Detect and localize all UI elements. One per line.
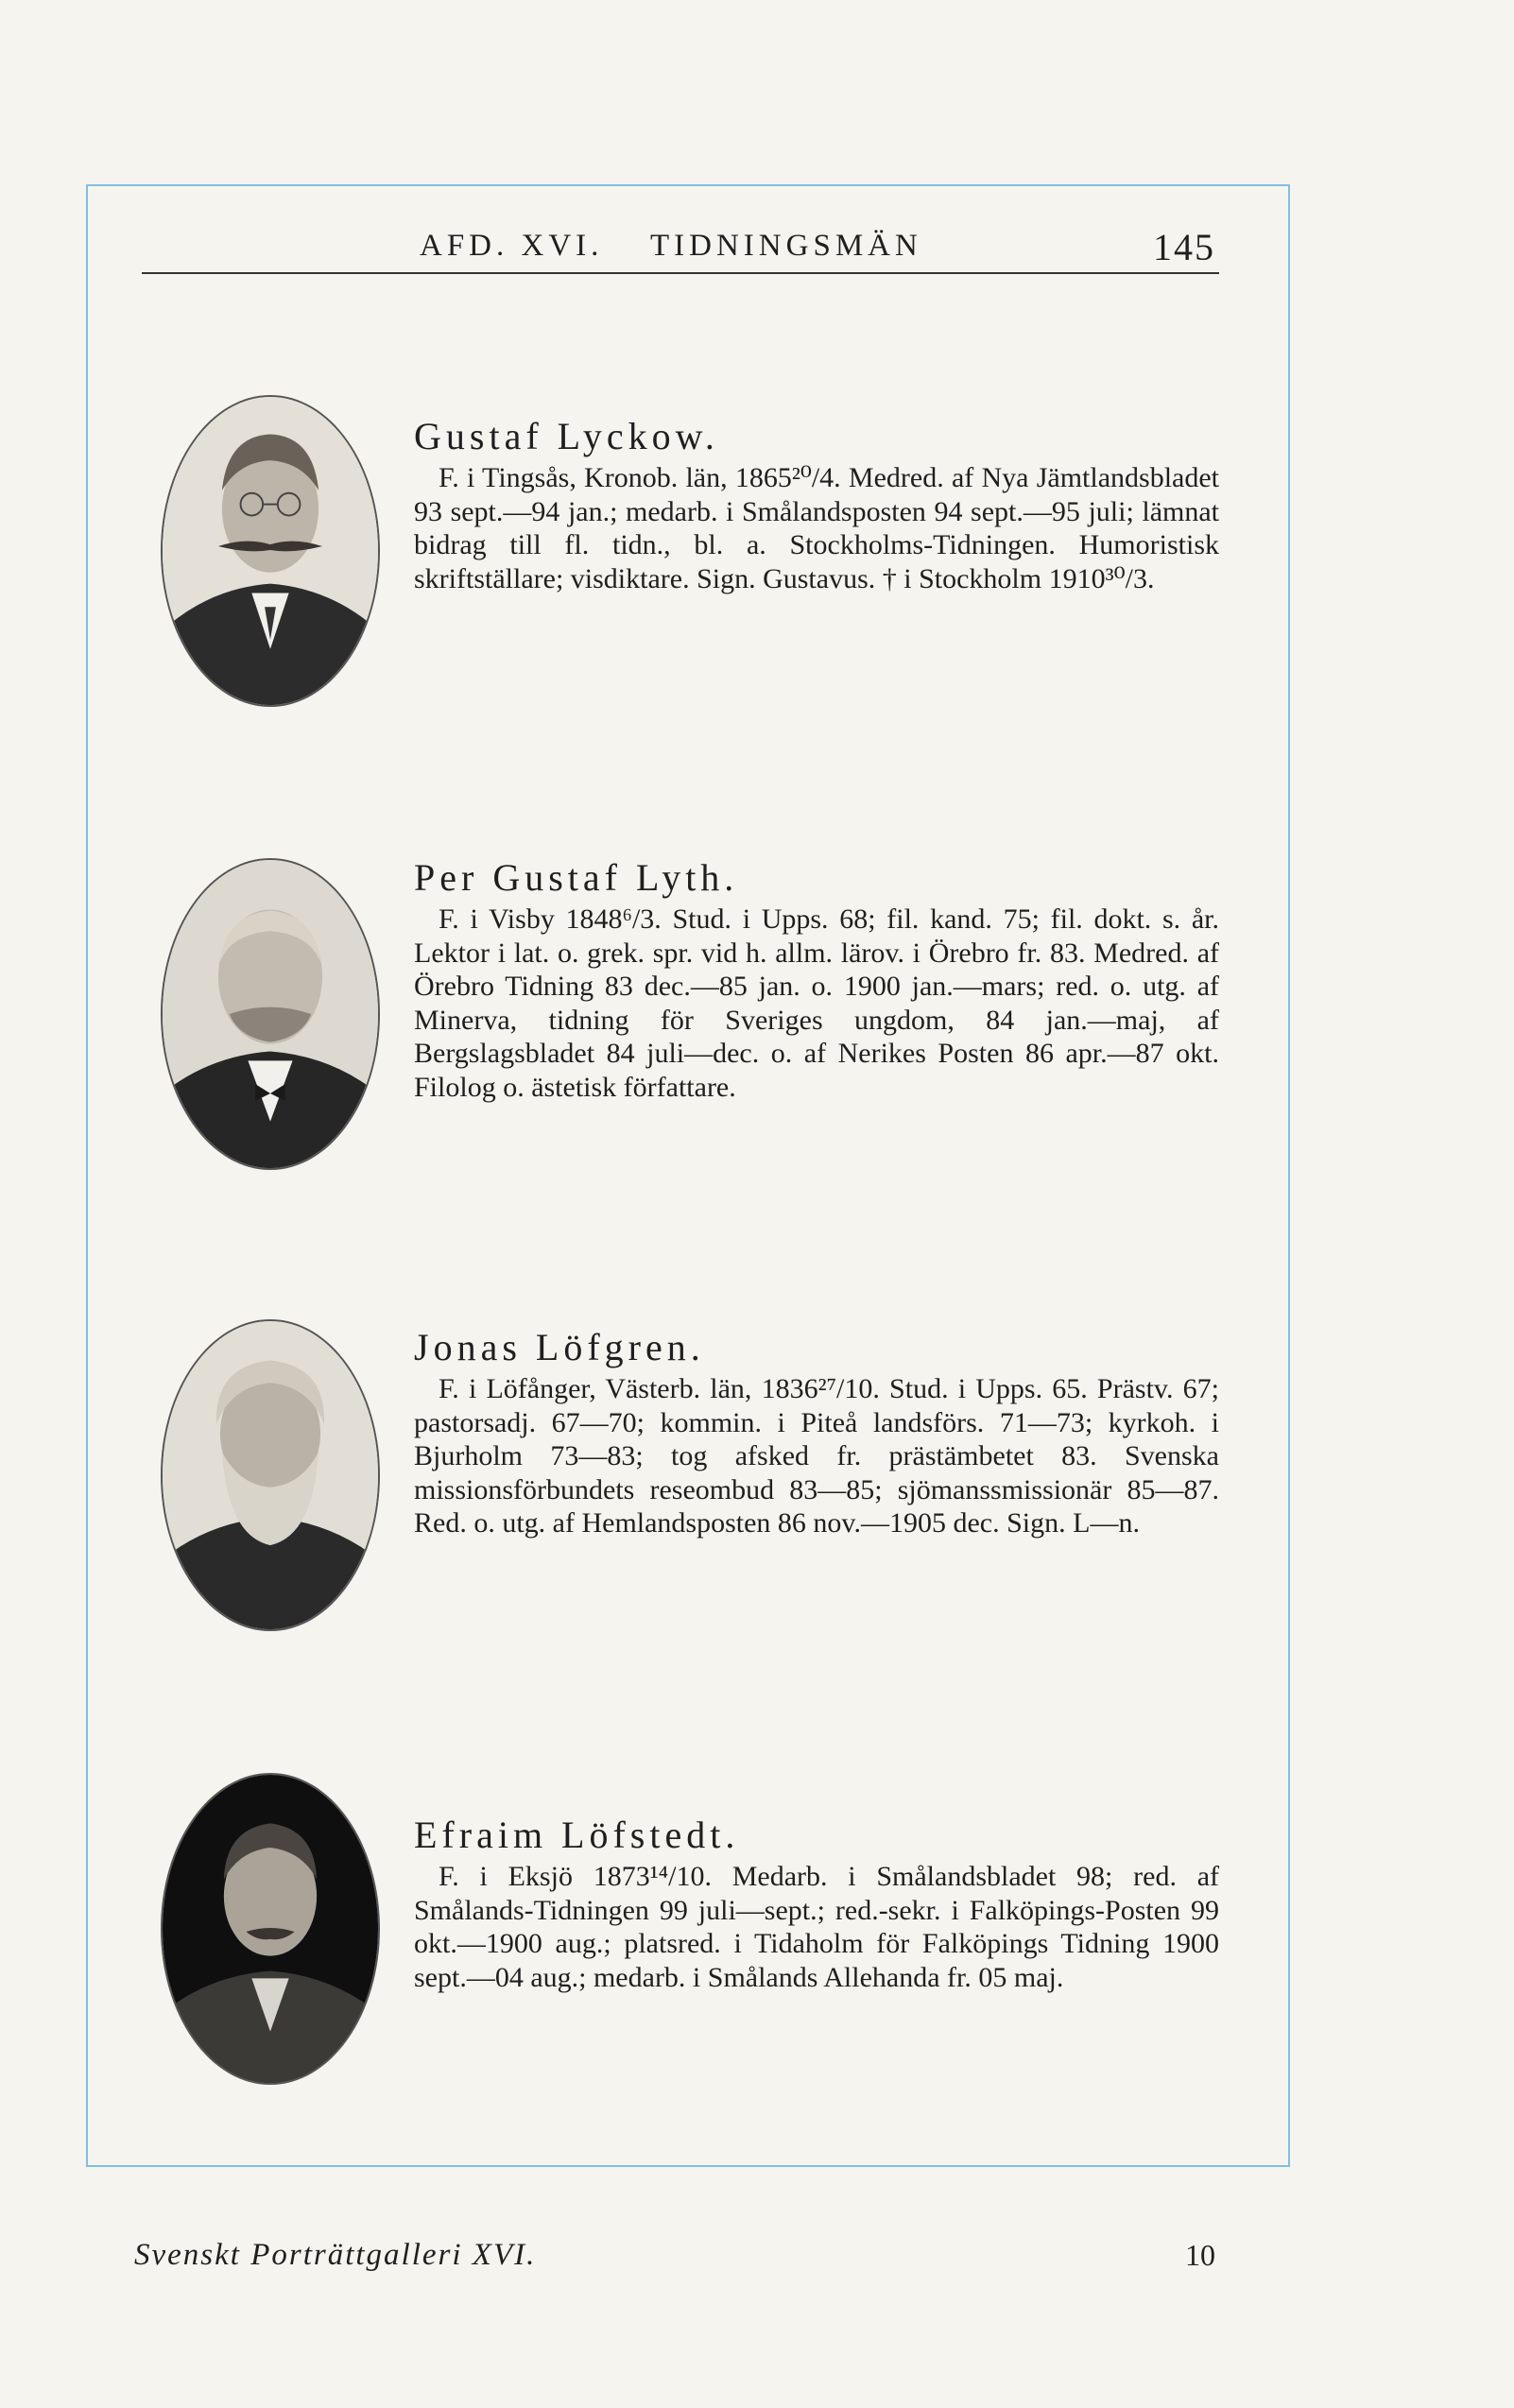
running-head [142,225,1219,274]
entry-name: Per Gustaf Lyth. [414,856,739,899]
entry-bio: F. i Löfånger, Västerb. län, 1836²⁷/10. Stud. i Upps. 65. Prästv. 67; pastorsadj. 67—70; kommin. i Piteå landsförs. 71—73; kyrkoh. i Bjurholm 73—83; tog afsked fr. prästämbetet 83. Svenska missionsförbundets reseombud 83—85; sjömanssmissionär 85—87. Red. o. utg. af Hemlandsposten 86 nov.—1905 dec. Sign. L—n. [414,1373,1219,1539]
entry-bio: F. i Visby 1848⁶/3. Stud. i Upps. 68; fil. kand. 75; fil. dokt. s. år. Lektor i lat. o. grek. spr. vid h. allm. lärov. i Örebro fr. 83. Medred. af Örebro Tidning 83 dec.—85 jan. o. 1900 jan.—mars; red. o. utg. af Minerva, tidning för Sveriges ungdom, 84 jan.—maj, af Bergslagsbladet 84 juli—dec. o. af Nerikes Posten 86 apr.—87 okt. Filolog o. ästetisk författare. [414,903,1219,1103]
footer-book-title: Svenskt Porträttgalleri XVI. [134,2238,537,2272]
page-number: 145 [1153,226,1215,268]
entry-name: Efraim Löfstedt. [414,1814,740,1856]
portrait-photo [161,395,380,707]
entry-name: Jonas Löfgren. [414,1326,705,1368]
portrait-photo [161,1773,380,2085]
portrait-photo [161,1319,380,1631]
entry-bio: F. i Tingsås, Kronob. län, 1865²⁰/4. Medred. af Nya Jämtlandsbladet 93 sept.—94 jan.; medarb. i Smålandsposten 94 sept.—95 juli; lämnat bidrag till fl. tidn., bl. a. Stockholms-Tidningen. Humoristisk skriftställare; visdiktare. Sign. Gustavus. † i Stockholm 1910³⁰/3. [414,462,1219,594]
section-title: TIDNINGSMÄN [650,229,922,263]
entry-name: Gustaf Lyckow. [414,415,719,457]
entry-bio: F. i Eksjö 1873¹⁴/10. Medarb. i Smålandsbladet 98; red. af Smålands-Tidningen 99 juli—sept.; red.-sekr. i Falköpings-Posten 99 okt.—1900 aug.; platsred. i Tidaholm för Falköpings Tidning 1900 sept.—04 aug.; medarb. i Smålands Allehanda fr. 05 maj. [414,1861,1219,1993]
footer-sheet-number: 10 [1185,2238,1215,2272]
section-label: AFD. XVI. [420,229,604,263]
portrait-photo [161,858,380,1170]
